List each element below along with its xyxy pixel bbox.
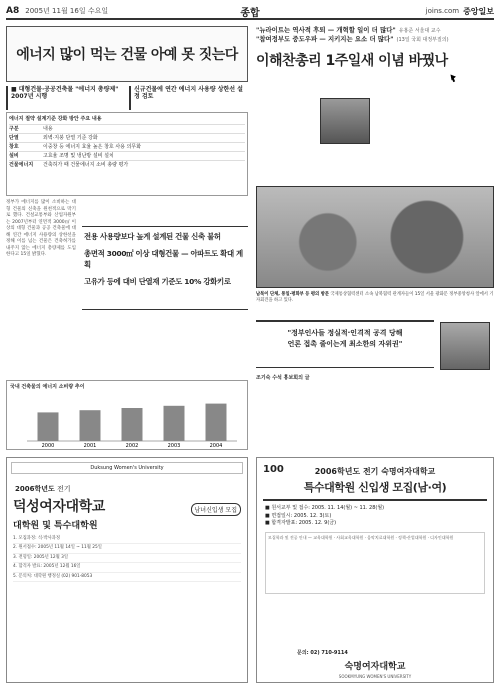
recruit-pill: 남녀신입생 모집 xyxy=(191,503,241,516)
caption-title: 남북이 단체, 통일·평화부 등 평의 방문 xyxy=(256,292,330,297)
energy-subheads xyxy=(6,86,248,110)
schedule-line: ■ 원서교부 및 접수: 2005. 11. 14(월) ~ 11. 28(월) xyxy=(265,505,385,511)
ad2-schedule xyxy=(265,505,485,528)
chart-title: 국내 건축물의 에너지 소비량 추이 xyxy=(10,384,85,390)
table-cell: 이중창 등 에너지 효율 높은 창호 사용 의무화 xyxy=(43,144,142,150)
table-cell: 구분 xyxy=(9,126,19,132)
ad2-top: 2006학년도 전기 숙명여자대학교 xyxy=(314,467,436,476)
table-row xyxy=(9,124,245,133)
detail-line: 2. 원서접수: 2005년 11월 14일 ~ 11월 25일 xyxy=(13,544,241,553)
school-name: 덕성여자대학교 xyxy=(13,499,105,515)
table-cell: 설비 xyxy=(9,153,19,159)
table-row xyxy=(9,151,245,160)
x-tick-label: 2001 xyxy=(83,443,97,449)
energy-subhead: 신규건물에 연간 에너지 사용량 상한선 설정 검토 xyxy=(129,86,248,110)
ad2-phone: 문의: 02) 710-9114 xyxy=(297,650,348,656)
energy-headline-box xyxy=(6,26,248,82)
table-cell: 외벽·지붕 단열 기준 강화 xyxy=(43,135,98,141)
ad2-table: 모집학과 및 전공 안내 — 교육대학원 · 사회교육대학원 · 음악치료대학원 · 정책·산업대학원 · 디자인대학원 xyxy=(265,532,485,594)
callout-line: 총면적 3000㎡ 이상 대형건물 — 아파트도 확대 계획 xyxy=(84,249,243,270)
table-row xyxy=(9,142,245,151)
press-photo xyxy=(256,186,494,288)
energy-body-text: 정부가 에너지를 많이 소비하는 대형 건물의 신축을 원천적으로 막기로 했다. 건설교통부와 산업자원부는 2007년부터 연면적 3000㎡ 이상의 대형 건물과 공공 건축물에 대해 연간 에너지 사용량의 상한선을 정해 이를 넘는 건물은 건축허가를 내주지 않는 에너지 총량제를 도입한다고 15일 밝혔다. xyxy=(6,200,76,258)
lee-quote xyxy=(256,35,494,44)
lee-quote xyxy=(256,26,494,35)
grad-school-label: 대학원 및 특수대학원 xyxy=(13,521,98,531)
ad-brand-strip: Duksung Women's University xyxy=(11,462,243,474)
sookmyung-ad[interactable] xyxy=(256,457,494,683)
schedule-line: ■ 합격자발표: 2005. 12. 9(금) xyxy=(265,520,337,526)
energy-table xyxy=(6,112,248,196)
page-header xyxy=(6,4,494,20)
x-tick-label: 2000 xyxy=(41,443,55,449)
quote-text: "참여정부도 중도우파 — 지키지는 요소 더 많다" xyxy=(256,35,394,43)
chart-bar xyxy=(80,410,101,441)
lee-article xyxy=(256,26,494,450)
issue-date: 2005년 11월 16일 수요일 xyxy=(25,7,109,15)
quote-source: 유홍준 서울대 교수 xyxy=(398,28,441,34)
table-cell: 단열 xyxy=(9,135,19,141)
table-cell: 내용 xyxy=(43,126,53,132)
byline: 조기숙 수석 홍보회의 글 xyxy=(256,375,310,381)
ad2-title: 특수대학원 신입생 모집(남·여) xyxy=(303,481,447,494)
ad2-univ-logo: 숙명여자대학교 xyxy=(344,662,406,672)
lee-portrait-photo xyxy=(320,98,370,144)
detail-line: 5. 문의처: 대학원 행정실 (02) 901-8053 xyxy=(13,573,241,582)
paper-name: 중앙일보 xyxy=(463,6,494,16)
photo-caption xyxy=(256,292,494,304)
energy-callout xyxy=(82,226,248,310)
callout-line: 전용 사용량보다 높게 설계된 건물 신축 불허 xyxy=(84,232,221,241)
boxed-quote-line: "정부인사들 정실적·인격적 공격 당해 xyxy=(287,329,403,337)
divider xyxy=(263,499,487,501)
quote-text: "뉴라이트는 역사적 후퇴 — 개혁할 일이 더 많다" xyxy=(256,26,396,34)
chart-bar xyxy=(38,412,59,441)
table-cell: 고효율 조명 및 냉난방 설비 설치 xyxy=(43,153,114,159)
caption-text: 국제통상협력센터 소속 남북협력 관계자들이 15일 서울 광화문 정부중앙청사 앞에서 기자회견을 하고 있다. xyxy=(256,292,494,303)
x-tick-label: 2002 xyxy=(125,443,139,449)
site-link[interactable]: joins.com xyxy=(425,7,460,15)
ad-term: 전기 xyxy=(57,485,71,493)
boxed-quote-line: 언론 접촉 줄이는게 최소한의 자위권" xyxy=(287,339,403,348)
detail-line: 4. 합격자 발표: 2005년 12월 16일 xyxy=(13,563,241,572)
energy-chart xyxy=(6,380,248,450)
ad-logoband xyxy=(13,496,241,516)
duksung-ad[interactable] xyxy=(6,457,248,683)
chart-bar xyxy=(122,408,143,441)
small-portrait xyxy=(440,322,490,370)
x-tick-label: 2003 xyxy=(167,443,181,449)
detail-line: 3. 전형일: 2005년 12월 3일 xyxy=(13,554,241,563)
callout-line: 고유가 등에 대비 단열재 기준도 10% 강화키로 xyxy=(84,277,231,287)
schedule-line: ■ 면접일시: 2005. 12. 3(토) xyxy=(265,512,332,519)
masthead xyxy=(426,6,494,17)
chart-bar xyxy=(164,406,185,441)
boxed-quote xyxy=(256,320,434,368)
lee-headline: 이해찬총리 1주일새 이념 바꿨나 xyxy=(256,53,448,69)
chart-bar xyxy=(206,404,227,441)
section-title: 종합 xyxy=(240,7,260,19)
table-cell: 건물에너지 xyxy=(9,162,34,168)
ad-year xyxy=(15,484,239,494)
energy-table-title: 에너지 절약 설계기준 강화 방안 주요 내용 xyxy=(9,116,102,122)
quote-source: (13일 국회 대정부질의) xyxy=(396,37,449,43)
table-cell: 창호 xyxy=(9,144,19,150)
chart-svg xyxy=(7,381,247,449)
energy-headline: 에너지 많이 먹는 건물 아예 못 짓는다 xyxy=(16,47,238,63)
ad-year-label: 2006학년도 xyxy=(15,485,55,493)
energy-subhead: ■ 대형건물·공공건축물 "에너지 총량제" 2007년 시행 xyxy=(6,86,125,110)
table-row xyxy=(9,133,245,142)
ad2-univ-sub: SOOKMYUNG WOMEN'S UNIVERSITY xyxy=(338,674,412,679)
ad-detail-lines xyxy=(13,535,241,582)
page-number: A8 xyxy=(6,6,20,16)
x-tick-label: 2004 xyxy=(209,443,223,449)
energy-article xyxy=(6,26,248,450)
table-row xyxy=(9,160,245,169)
table-cell: 건축허가 때 건물에너지 소비 총량 평가 xyxy=(43,162,129,168)
detail-line: 1. 모집과정: 석·박사과정 xyxy=(13,535,241,544)
anniversary-mark: 100 xyxy=(263,464,284,475)
